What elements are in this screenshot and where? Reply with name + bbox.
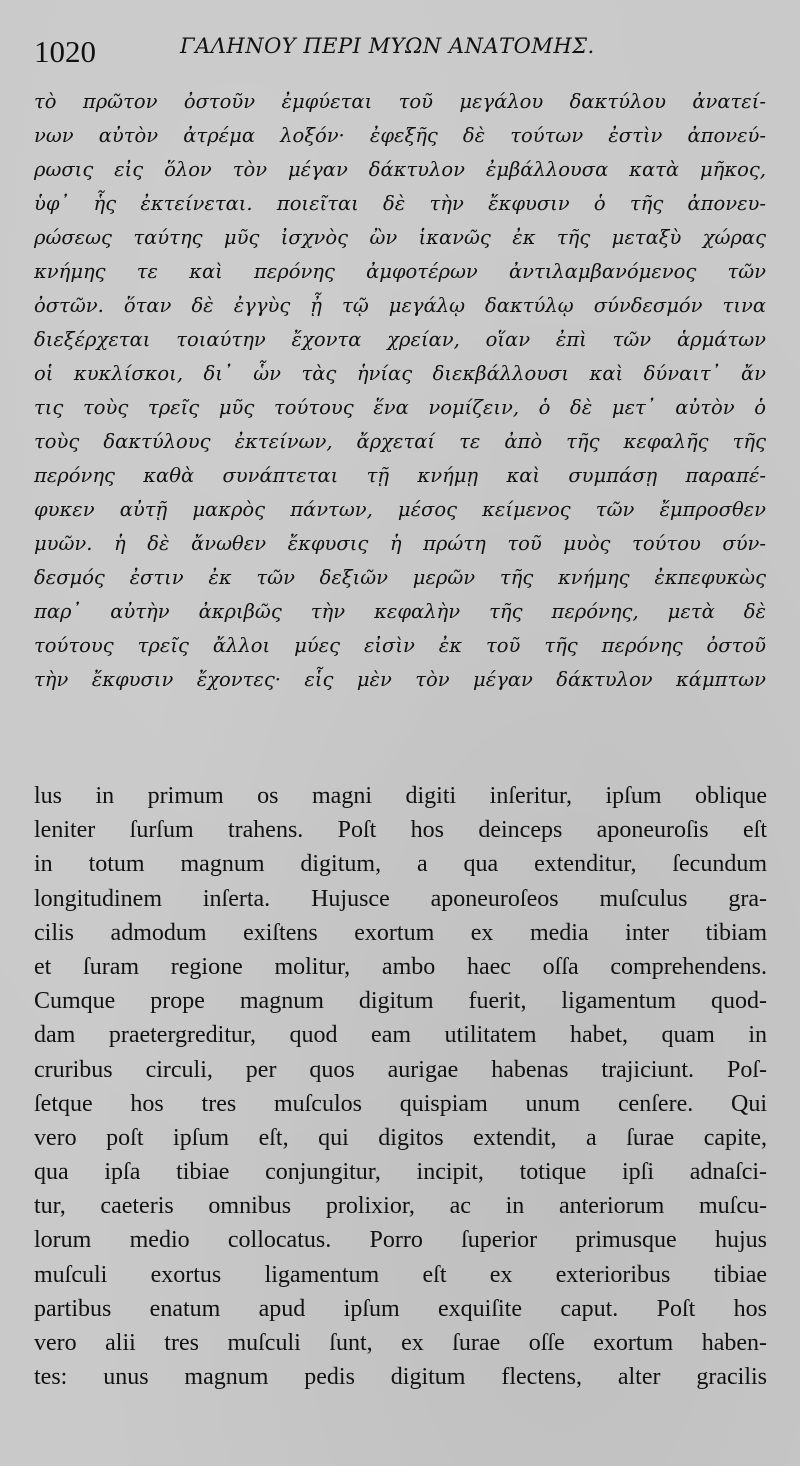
- latin-line: partibus enatum apud ipſum exquiſite caput. Poſt hos: [34, 1295, 767, 1322]
- latin-line: lorum medio collocatus. Porro ſuperior primusque hujus: [34, 1227, 767, 1254]
- greek-line: ὀστῶν. ὅταν δὲ ἐγγὺς ᾖ τῷ μεγάλῳ δακτύλῳ σύνδεσμόν τινα: [34, 294, 766, 317]
- greek-line: ρώσεως ταύτης μῦς ἰσχνὸς ὢν ἱκανῶς ἐκ τῆς μεταξὺ χώρας: [34, 226, 766, 249]
- greek-line: διεξέρχεται τοιαύτην ἔχοντα χρείαν, οἵαν ἐπὶ τῶν ἁρμάτων: [34, 328, 766, 351]
- greek-line: δεσμός ἐστιν ἐκ τῶν δεξιῶν μερῶν τῆς κνήμης ἐκπεφυκὼς: [34, 566, 766, 589]
- greek-line: ὑφ᾽ ἧς ἐκτείνεται. ποιεῖται δὲ τὴν ἔκφυσιν ὁ τῆς ἀπονευ-: [34, 192, 766, 215]
- greek-line: οἱ κυκλίσκοι, δι᾽ ὧν τὰς ἡνίας διεκβάλλουσι καὶ δύναιτ᾽ ἄν: [34, 362, 766, 385]
- greek-line: φυκεν αὐτῇ μακρὸς πάντων, μέσος κείμενος τῶν ἔμπροσθεν: [34, 498, 766, 521]
- latin-line: longitudinem inſerta. Hujusce aponeuroſeos muſculus gra-: [34, 885, 767, 912]
- latin-line: lus in primum os magni digiti inſeritur, ipſum oblique: [34, 783, 767, 809]
- greek-line: ρωσις εἰς ὅλον τὸν μέγαν δάκτυλον ἐμβάλλουσα κατὰ μῆκος,: [34, 158, 766, 181]
- page-header: [30, 28, 770, 72]
- latin-line: vero alii tres muſculi ſunt, ex ſurae oſſe exortum haben-: [34, 1330, 767, 1356]
- running-title: ΓΑΛΗΝΟΥ ΠΕΡΙ ΜΥΩΝ ΑΝΑΤΟΜΗΣ.: [180, 34, 595, 58]
- latin-line: ſetque hos tres muſculos quispiam unum cenſere. Qui: [34, 1090, 767, 1117]
- latin-line: tur, caeteris omnibus prolixior, ac in anteriorum muſcu-: [34, 1193, 767, 1220]
- greek-line: περόνης καθὰ συνάπτεται τῇ κνήμῃ καὶ συμπάσῃ παραπέ-: [34, 464, 766, 487]
- latin-line: muſculi exortus ligamentum eſt ex exterioribus tibiae: [34, 1261, 767, 1288]
- greek-line: νων αὐτὸν ἀτρέμα λοξόν· ἐφεξῆς δὲ τούτων ἐστὶν ἀπονεύ-: [34, 124, 766, 147]
- greek-line: κνήμης τε καὶ περόνης ἀμφοτέρων ἀντιλαμβανόμενος τῶν: [34, 260, 766, 283]
- latin-line: cilis admodum exiſtens exortum ex media inter tibiam: [34, 919, 767, 946]
- greek-line: τις τοὺς τρεῖς μῦς τούτους ἕνα νομίζειν, ὁ δὲ μετ᾽ αὐτὸν ὁ: [34, 396, 766, 419]
- latin-text-block: [34, 779, 767, 1394]
- latin-line: in totum magnum digitum, a qua extenditur, ſecundum: [34, 851, 767, 878]
- latin-line: dam praetergreditur, quod eam utilitatem habet, quam in: [34, 1022, 767, 1049]
- greek-line: τὸ πρῶτον ὀστοῦν ἐμφύεται τοῦ μεγάλου δακτύλου ἀνατεί-: [34, 90, 766, 113]
- greek-line: τοὺς δακτύλους ἐκτείνων, ἄρχεταί τε ἀπὸ τῆς κεφαλῆς τῆς: [34, 430, 766, 453]
- latin-line: et ſuram regione molitur, ambo haec oſſa comprehendens.: [34, 953, 767, 980]
- greek-line: τούτους τρεῖς ἄλλοι μύες εἰσὶν ἐκ τοῦ τῆς περόνης ὀστοῦ: [34, 634, 766, 657]
- latin-line: vero poſt ipſum eſt, qui digitos extendit, a ſurae capite,: [34, 1124, 767, 1151]
- greek-line: παρ᾽ αὐτὴν ἀκριβῶς τὴν κεφαλὴν τῆς περόνης, μετὰ δὲ: [34, 600, 766, 623]
- greek-text-block: [34, 85, 766, 697]
- latin-line: tes: unus magnum pedis digitum flectens, alter gracilis: [34, 1364, 767, 1391]
- greek-line: τὴν ἔκφυσιν ἔχοντες· εἷς μὲν τὸν μέγαν δάκτυλον κάμπτων: [34, 668, 766, 691]
- greek-line: μυῶν. ἡ δὲ ἄνωθεν ἔκφυσις ἡ πρώτη τοῦ μυὸς τούτου σύν-: [34, 532, 766, 555]
- latin-line: cruribus circuli, per quos aurigae habenas trajiciunt. Poſ-: [34, 1056, 767, 1083]
- latin-line: qua ipſa tibiae conjungitur, incipit, totique ipſi adnaſci-: [34, 1159, 767, 1186]
- page-number: 1020: [34, 34, 96, 69]
- latin-line: leniter ſurſum trahens. Poſt hos deinceps aponeuroſis eſt: [34, 817, 767, 844]
- latin-line: Cumque prope magnum digitum fuerit, ligamentum quod-: [34, 988, 767, 1015]
